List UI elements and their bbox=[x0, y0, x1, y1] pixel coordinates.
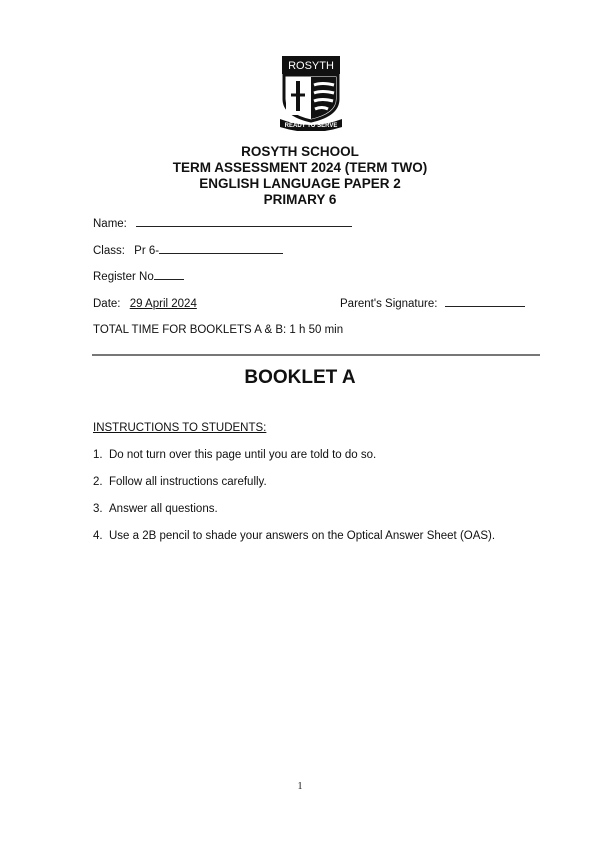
paper-title: ENGLISH LANGUAGE PAPER 2 bbox=[199, 176, 401, 191]
register-label: Register No bbox=[93, 271, 154, 283]
signature-input[interactable] bbox=[445, 306, 525, 307]
instruction-text: Use a 2B pencil to shade your answers on the Optical Answer Sheet (OAS). bbox=[109, 530, 496, 542]
instruction-item bbox=[93, 503, 218, 515]
instruction-text: Follow all instructions carefully. bbox=[109, 476, 267, 488]
instruction-item bbox=[93, 449, 376, 461]
date-field bbox=[93, 298, 197, 310]
signature-label: Parent's Signature: bbox=[340, 298, 438, 310]
instruction-number: 4. bbox=[93, 530, 103, 542]
name-field bbox=[93, 218, 352, 230]
instruction-item bbox=[93, 530, 495, 542]
class-field bbox=[93, 245, 283, 257]
crest-motto: READY TO SERVE bbox=[284, 123, 338, 129]
instruction-number: 2. bbox=[93, 476, 103, 488]
class-prefix: Pr 6- bbox=[134, 245, 160, 257]
school-name: ROSYTH SCHOOL bbox=[241, 144, 359, 159]
assessment-title: TERM ASSESSMENT 2024 (TERM TWO) bbox=[172, 160, 428, 175]
class-label: Class: bbox=[93, 245, 125, 257]
booklet-title: BOOKLET A bbox=[244, 367, 356, 388]
level-title: PRIMARY 6 bbox=[263, 192, 337, 207]
date-value: 29 April 2024 bbox=[129, 298, 197, 310]
crest-school-name: ROSYTH bbox=[288, 60, 334, 72]
instruction-item bbox=[93, 476, 267, 488]
class-input[interactable] bbox=[159, 253, 283, 254]
crest-icon bbox=[278, 55, 344, 131]
signature-field bbox=[340, 298, 525, 310]
total-time: TOTAL TIME FOR BOOKLETS A & B: 1 h 50 min bbox=[93, 324, 344, 336]
instructions-title: INSTRUCTIONS TO STUDENTS: bbox=[93, 422, 267, 434]
date-label: Date: bbox=[93, 298, 121, 310]
register-field bbox=[93, 271, 184, 283]
divider bbox=[92, 354, 540, 356]
instruction-text: Answer all questions. bbox=[109, 503, 218, 515]
school-crest-logo bbox=[278, 55, 344, 131]
instruction-text: Do not turn over this page until you are told to do so. bbox=[109, 449, 377, 461]
register-input[interactable] bbox=[154, 279, 184, 280]
instruction-number: 1. bbox=[93, 449, 103, 461]
name-label: Name: bbox=[93, 218, 127, 230]
instruction-number: 3. bbox=[93, 503, 103, 515]
name-input[interactable] bbox=[136, 226, 352, 227]
page-number: 1 bbox=[297, 781, 303, 792]
